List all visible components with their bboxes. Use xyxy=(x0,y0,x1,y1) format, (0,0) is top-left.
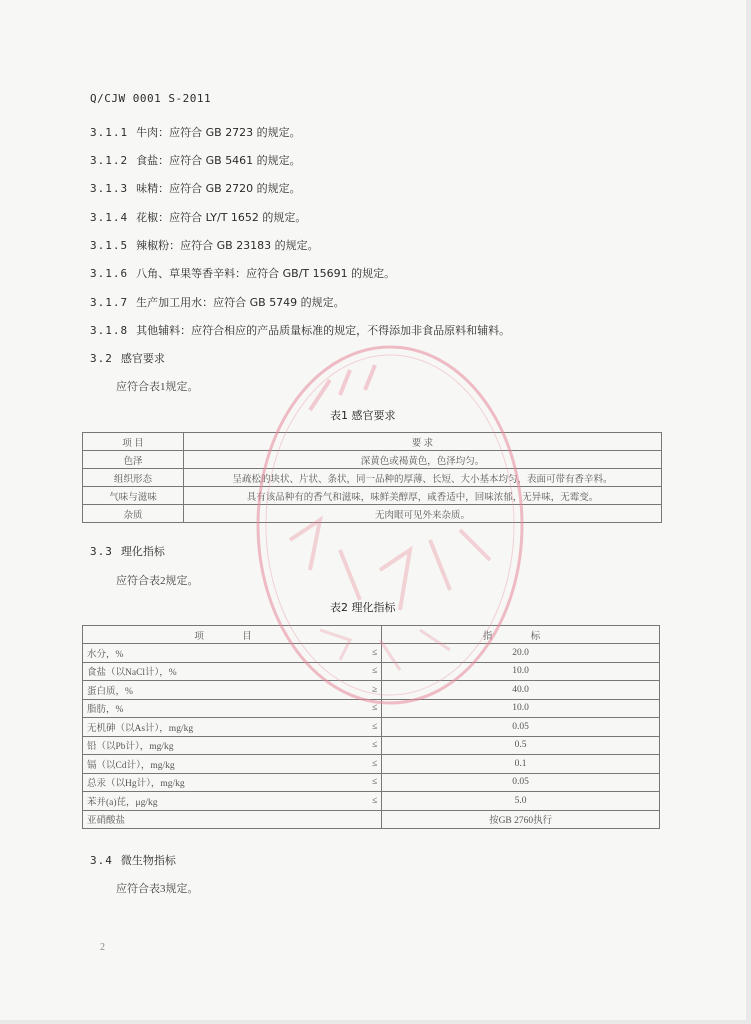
clause-3-1-3: 3.1.3 味精：应符合 GB 2720 的规定。 xyxy=(90,182,301,195)
table-cell: 0.05 xyxy=(382,718,660,737)
section-3-4-heading: 3.4 微生物指标 xyxy=(90,854,176,867)
table-cell: 0.5 xyxy=(382,736,660,755)
table-cell: ≤ xyxy=(368,718,382,737)
table-row xyxy=(83,810,660,829)
table-row xyxy=(83,736,660,755)
table-cell: 按GB 2760执行 xyxy=(382,810,660,829)
page-number: 2 xyxy=(100,942,105,953)
table-cell: 10.0 xyxy=(382,662,660,681)
table-cell: 无肉眼可见外来杂质。 xyxy=(184,505,662,523)
clause-3-1-5: 3.1.5 辣椒粉：应符合 GB 23183 的规定。 xyxy=(90,239,319,252)
table-cell: 0.05 xyxy=(382,773,660,792)
table-row xyxy=(83,451,662,469)
table-cell: 食盐（以NaCl计），% xyxy=(83,662,369,681)
table-cell: 脂肪，% xyxy=(83,699,369,718)
table-cell: 铅（以Pb计），mg/kg xyxy=(83,736,369,755)
table-row xyxy=(83,469,662,487)
table-row xyxy=(83,755,660,774)
table-cell: 0.1 xyxy=(382,755,660,774)
table-cell: 水分，% xyxy=(83,644,369,663)
section-3-3-heading: 3.3 理化指标 xyxy=(90,545,165,558)
table-cell: 10.0 xyxy=(382,699,660,718)
clause-3-1-6: 3.1.6 八角、草果等香辛料：应符合 GB/T 15691 的规定。 xyxy=(90,267,396,280)
clause-3-1-4: 3.1.4 花椒：应符合 LY/T 1652 的规定。 xyxy=(90,211,307,224)
table-row xyxy=(83,792,660,811)
table-cell: 杂质 xyxy=(83,505,184,523)
table-cell: 色泽 xyxy=(83,451,184,469)
table2-caption: 表2 理化指标 xyxy=(330,601,396,614)
clause-3-1-8: 3.1.8 其他辅料：应符合相应的产品质量标准的规定，不得添加非食品原料和辅料。 xyxy=(90,324,511,337)
table-cell: 镉（以Cd计），mg/kg xyxy=(83,755,369,774)
table-header-cell: 要 求 xyxy=(184,433,662,451)
table-header-row xyxy=(83,433,662,451)
table-cell: ≤ xyxy=(368,662,382,681)
section-3-3-note: 应符合表2规定。 xyxy=(116,575,199,587)
table-row xyxy=(83,505,662,523)
table-row xyxy=(83,644,660,663)
table-cell: 组织形态 xyxy=(83,469,184,487)
clause-3-1-7: 3.1.7 生产加工用水：应符合 GB 5749 的规定。 xyxy=(90,296,345,309)
standard-code: Q/CJW 0001 S-2011 xyxy=(90,92,212,105)
sensory-requirements-table xyxy=(82,432,662,523)
table-header-cell: 项 目 xyxy=(83,433,184,451)
table-cell: ≤ xyxy=(368,773,382,792)
table-cell: ≥ xyxy=(368,681,382,700)
table-cell: 20.0 xyxy=(382,644,660,663)
table-cell: 无机砷（以As计），mg/kg xyxy=(83,718,369,737)
table-cell: 总汞（以Hg计），mg/kg xyxy=(83,773,369,792)
table-header-cell: 指 标 xyxy=(382,626,660,644)
clause-3-1-1: 3.1.1 牛肉：应符合 GB 2723 的规定。 xyxy=(90,126,301,139)
section-3-2-note: 应符合表1规定。 xyxy=(116,381,199,393)
table-header-cell: 项 目 xyxy=(83,626,382,644)
table-row xyxy=(83,699,660,718)
table1-caption: 表1 感官要求 xyxy=(330,409,396,422)
table-row xyxy=(83,487,662,505)
table-row xyxy=(83,662,660,681)
table-cell: ≤ xyxy=(368,699,382,718)
physicochemical-indicators-table xyxy=(82,625,660,829)
table-cell: 40.0 xyxy=(382,681,660,700)
table-cell: 深黄色或褐黄色，色泽均匀。 xyxy=(184,451,662,469)
table-cell: 具有该品种有的香气和滋味，味鲜美醇厚，咸香适中，回味浓郁，无异味，无霉变。 xyxy=(184,487,662,505)
table-cell: 蛋白质，% xyxy=(83,681,369,700)
section-3-2-heading: 3.2 感官要求 xyxy=(90,352,165,365)
table-row xyxy=(83,773,660,792)
table-cell: ≤ xyxy=(368,792,382,811)
table-cell: ≤ xyxy=(368,755,382,774)
table-cell xyxy=(368,810,382,829)
table-row xyxy=(83,681,660,700)
table-cell: 气味与滋味 xyxy=(83,487,184,505)
table-cell: 亚硝酸盐 xyxy=(83,810,369,829)
table-row xyxy=(83,718,660,737)
table-cell: ≤ xyxy=(368,736,382,755)
table-header-row xyxy=(83,626,660,644)
section-3-4-note: 应符合表3规定。 xyxy=(116,883,199,895)
table-cell: 苯并(a)芘，μg/kg xyxy=(83,792,369,811)
table-cell: 呈疏松的块状、片状、条状，同一品种的厚薄、长短、大小基本均匀，表面可带有香辛料。 xyxy=(184,469,662,487)
clause-3-1-2: 3.1.2 食盐：应符合 GB 5461 的规定。 xyxy=(90,154,301,167)
table-cell: 5.0 xyxy=(382,792,660,811)
table-cell: ≤ xyxy=(368,644,382,663)
